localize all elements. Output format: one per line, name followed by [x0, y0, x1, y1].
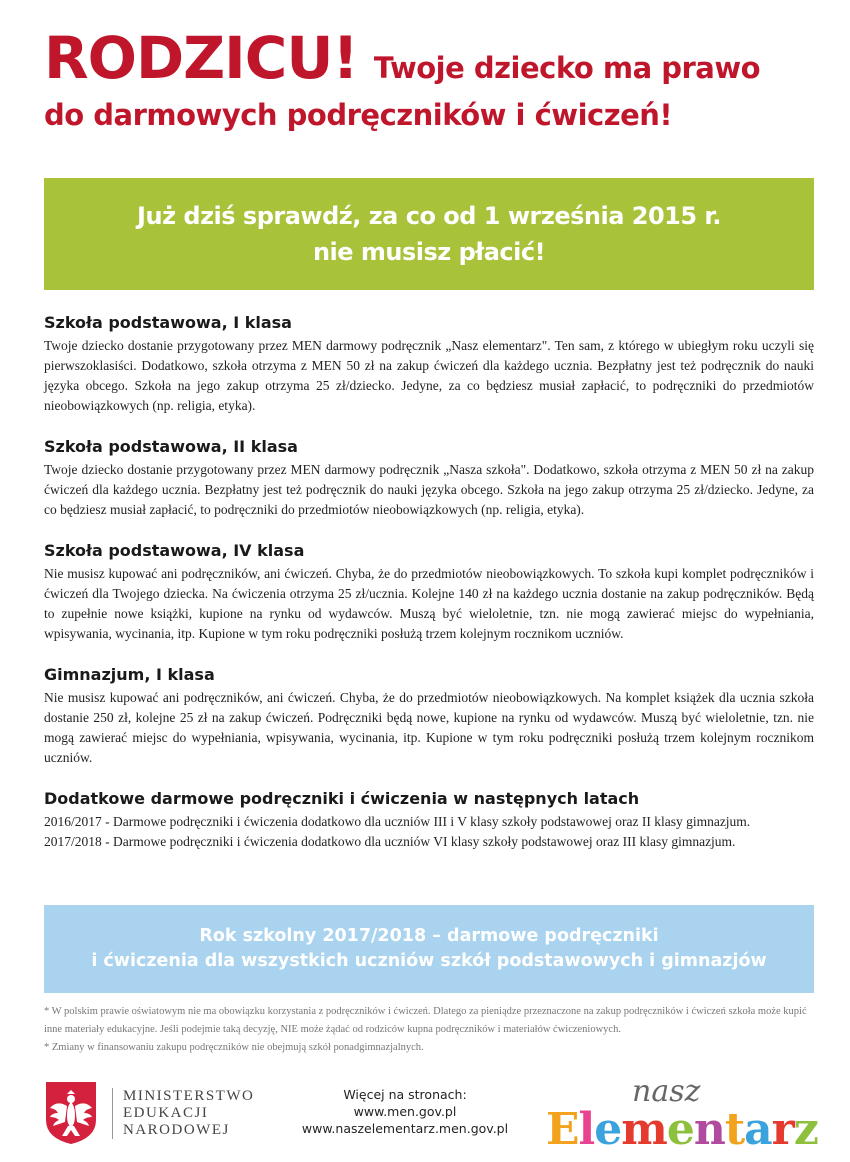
section-sp-2 [44, 436, 814, 520]
footnote: * Zmiany w finansowaniu zakupu podręczników nie obejmują szkół ponadgimnazjalnych. [44, 1042, 424, 1053]
header-subtitle-1: Twoje dziecko ma prawo [373, 51, 761, 85]
logo-letter: m [621, 1104, 667, 1155]
green-banner [44, 178, 814, 290]
header-subtitle-2: do darmowych podręczników i ćwiczeń! [44, 98, 673, 132]
section-text: Nie musisz kupować ani podręczników, ani ćwiczeń. Chyba, że do przedmiotów nieobowiązkowych. Na komplet książek dla ucznia szkoła dostanie 250 zł, kolejne 25 zł na zakup ćwiczeń. Podręczniki będą nowe, kupione na rynku od wydawców. Muszą być wieloletnie, tzn. nie mogą zawierać miejsc do wypełniania, wpisywania, wycinania, itp. Kupione w tym roku podręczniki posłużą trzem kolejnym rocznikom uczniów. [44, 690, 814, 765]
nasz-elementarz-logo [546, 1076, 820, 1156]
section-title: Szkoła podstawowa, II klasa [44, 437, 298, 456]
logo-letter: l [578, 1104, 595, 1155]
green-banner-line-2: nie musisz płacić! [312, 238, 546, 266]
blue-banner-line-2: i ćwiczenia dla wszystkich uczniów szkół podstawowych i gimnazjów [91, 951, 767, 971]
additional-line: 2016/2017 - Darmowe podręczniki i ćwiczenia dodatkowo dla uczniów III i V klasy szkoły podstawowej oraz II klasy gimnazjum. [44, 814, 751, 829]
logo-letter: r [771, 1104, 794, 1155]
logo-letter: a [744, 1104, 772, 1155]
section-title: Szkoła podstawowa, I klasa [44, 313, 292, 332]
section-text: Twoje dziecko dostanie przygotowany przez MEN darmowy podręcznik „Nasz elementarz". Ten sam, z którego w ubiegłym roku uczyli się pierwszoklasiści. Dodatkowo, szkoła otrzyma z MEN 50 zł na zakup ćwiczeń dla każdego ucznia. Bezpłatny jest też podręcznik do nauki języka obcego. Szkoła na jego zakup otrzyma 25 zł/dziecko. Jedyne, za co będziesz musiał zapłacić, to podręczniki do przedmiotów nieobowiązkowych (np. religia, etyka). [44, 338, 814, 413]
ministry-logo [44, 1080, 254, 1146]
logo-letter: E [546, 1104, 579, 1155]
green-banner-line-1: Już dziś sprawdź, za co od 1 września 2015 r. [137, 202, 721, 230]
section-gim-1 [44, 664, 814, 768]
section-title: Szkoła podstawowa, IV klasa [44, 541, 305, 560]
logo-elementarz-text [546, 1104, 818, 1155]
header-big-title: RODZICU! [44, 24, 358, 92]
ministry-name-line: EDUKACJI [123, 1104, 209, 1121]
links-title: Więcej na stronach: [343, 1087, 467, 1102]
header-line-1 [44, 22, 824, 94]
logo-letter: z [793, 1104, 818, 1155]
footnote: * W polskim prawie oświatowym nie ma obowiązku korzystania z podręczników i ćwiczeń. Dlatego za pieniądze przeznaczone na zakup podręczników i ćwiczeń szkoła może kupić inne materiały edukacyjne. Jeśli podejmie taką decyzję, NIE może żądać od rodziców kupna podręczników i materiałów ćwiczeniowych. [44, 1006, 807, 1035]
logo-letter: e [594, 1104, 622, 1155]
link-naszelementarz[interactable]: www.naszelementarz.men.gov.pl [301, 1121, 509, 1136]
additional-line: 2017/2018 - Darmowe podręczniki i ćwiczenia dodatkowo dla uczniów VI klasy szkoły podstawowej oraz III klasy gimnazjum. [44, 834, 736, 849]
page-header [44, 22, 824, 134]
footnotes [44, 1003, 820, 1057]
section-sp-4 [44, 540, 814, 644]
link-men[interactable]: www.men.gov.pl [353, 1104, 457, 1119]
ministry-name-line: MINISTERSTWO [123, 1087, 255, 1104]
section-text: Nie musisz kupować ani podręczników, ani ćwiczeń. Chyba, że do przedmiotów nieobowiązkowych. To szkoła kupi komplet podręczników i ćwiczeń dla Twojego dziecka. Na ćwiczenia otrzyma 25 zł/ucznia. Kolejne 140 zł na każdego ucznia dostanie na zakup podręczników. Będą to zupełnie nowe książki, kupione na rynku od wydawców. Muszą być wieloletnie, tzn. nie mogą zawierać miejsc do wypełniania, wpisywania, wycinania, itp. Kupione w tym roku podręczniki posłużą trzem kolejnym rocznikom uczniów. [44, 566, 814, 641]
ministry-name [112, 1088, 254, 1139]
more-info-links [300, 1086, 510, 1137]
section-title: Gimnazjum, I klasa [44, 665, 215, 684]
section-sp-1 [44, 312, 814, 416]
section-text: Twoje dziecko dostanie przygotowany przez MEN darmowy podręcznik „Nasza szkoła". Dodatkowo, szkoła otrzyma z MEN 50 zł na zakup ćwiczeń dla każdego ucznia. Bezpłatny jest też podręcznik do nauki języka obcego. Szkoła na jego zakup otrzyma 25 zł/dziecko. Jedyne, za co będziesz musiał zapłacić, to podręczniki do przedmiotów nieobowiązkowych (np. religia, etyka). [44, 462, 814, 517]
ministry-name-line: NARODOWEJ [123, 1121, 230, 1138]
blue-banner [44, 905, 814, 993]
section-additional [44, 788, 814, 852]
polish-eagle-emblem-icon [44, 1080, 98, 1146]
section-title: Dodatkowe darmowe podręczniki i ćwiczenia w następnych latach [44, 789, 640, 808]
main-content [44, 312, 814, 872]
logo-letter: t [724, 1104, 745, 1155]
blue-banner-line-1: Rok szkolny 2017/2018 – darmowe podręczniki [199, 926, 659, 946]
logo-nasz-text: nasz [632, 1074, 701, 1109]
footer [0, 1070, 850, 1160]
logo-letter: n [693, 1104, 725, 1155]
logo-letter: e [666, 1104, 694, 1155]
